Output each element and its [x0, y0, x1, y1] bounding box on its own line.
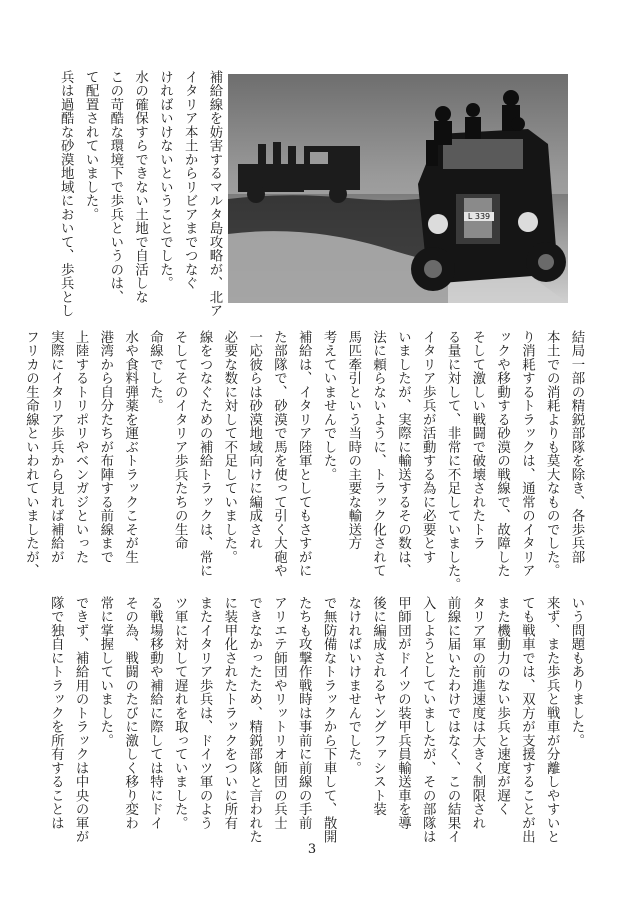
text-column-top: 補給線を妨害するマルタ島攻略が、北ア イタリア本土からリビアまでつなぐ ければいけないということでした。 水の確保すらできない土地で自活しな この苛酷な環境下で歩兵というのは、 て配置されていました。 兵は過酷な砂漠地域において、歩兵とし	[58, 70, 222, 318]
desert-truck-photo	[228, 74, 568, 303]
text-column-bottom: いう問題もありました。 来ず、また歩兵と戦車が分離しやすいと ても戦車では、双方が支援することが出 また機動力のない歩兵と速度が遅く タリア軍の前進速度は大きく制限され 前線に届いたわけではなく、この結果イ 入しようとしていましたが、その部隊は 甲師団がドイツの装甲兵員輸送車を導 後に編成されるヤングファシスト装 なければいけませんでした。 で無防備なトラックから下車して、散開 たちも攻撃作戦時は事前に前線の手前 アリエテ師団やリットリオ師団の兵士 できなかったため、精鋭部隊と言われた に装甲化されたトラックをついに所有 またイタリア歩兵は、ドイツ軍のよう ツ軍に対して遅れを取っていました。 る戦場移動や補給に際しては特にドイ その為、戦闘のたびに激しく移り変わ 常に掌握していました。 できず、補給用のトラックは中央の軍が 隊で独自にトラックを所有することは	[48, 596, 584, 844]
page-number: 3	[307, 842, 317, 857]
text-column-middle: 結局一部の精鋭部隊を除き、各歩兵部 本土での消耗よりも莫大なものでした。 り消耗するトラックは、通常のイタリア ックや移動する砂漠の戦線で、故障した そして激しい戦闘で破壊されたトラ る量に対して、非常に不足していました。 イタリア歩兵が活動する為に必要とす いましたが、実際に輸送するその数は、 法に頼らないように、トラック化されて 馬匹牽引という当時の主要な輸送方 考えていませんでした。 補給は、イタリア陸軍としてもさすがに た部隊で、砂漠で馬を使って引く大砲や 一応彼らは砂漠地域向けに編成され 必要な数に対して不足していました。 線をつなぐための補給トラックは、常に そしてそのイタリア歩兵たちの生命 命線でした。 水や食料弾薬を運ぶトラックこそが生 港湾から自分たちが布陣する前線まで 上陸するトリポリやベンガジといった 実際にイタリア歩兵から見れば補給が フリカの生命線といわれていましたが、	[23, 330, 584, 592]
license-plate: L 339	[467, 212, 491, 221]
